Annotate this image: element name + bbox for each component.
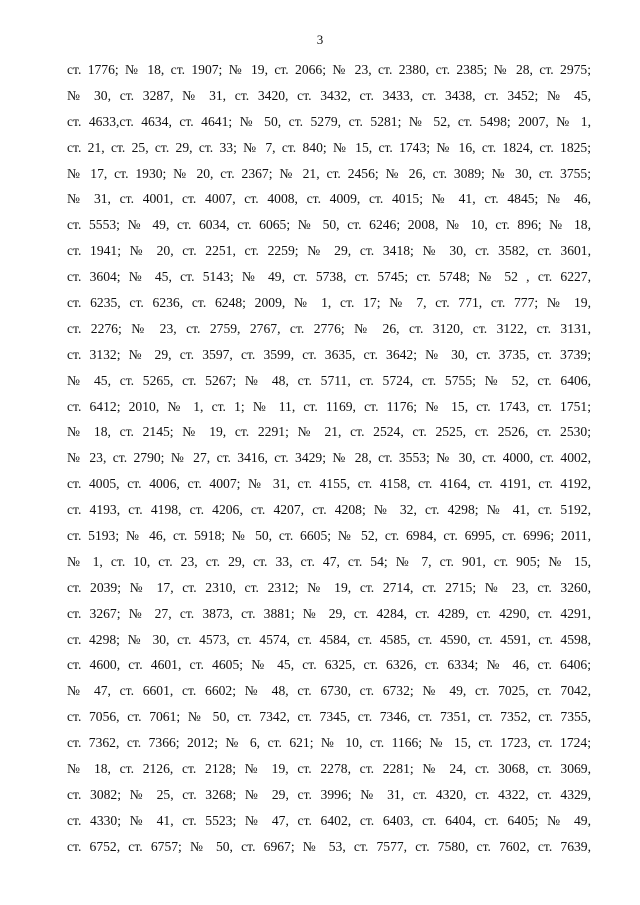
text-line: ст. 1941; № 20, ст. 2251, ст. 2259; № 29, ст. 3418; № 30, ст. 3582, ст. 3601, — [67, 243, 591, 259]
text-line: ст. 3267; № 27, ст. 3873, ст. 3881; № 29, ст. 4284, ст. 4289, ст. 4290, ст. 4291, — [67, 605, 591, 621]
page-number: 3 — [316, 32, 324, 47]
text-line: ст. 5193; № 46, ст. 5918; № 50, ст. 6605; № 52, ст. 6984, ст. 6995, ст. 6996; 2011, — [67, 528, 591, 544]
text-line: ст. 3604; № 45, ст. 5143; № 49, ст. 5738, ст. 5745; ст. 5748; № 52 , ст. 6227, — [67, 269, 591, 285]
text-line: ст. 4330; № 41, ст. 5523; № 47, ст. 6402, ст. 6403, ст. 6404, ст. 6405; № 49, — [67, 812, 591, 828]
text-line: ст. 6752, ст. 6757; № 50, ст. 6967; № 53, ст. 7577, ст. 7580, ст. 7602, ст. 7639, — [67, 838, 591, 854]
text-line: ст. 2039; № 17, ст. 2310, ст. 2312; № 19, ст. 2714, ст. 2715; № 23, ст. 3260, — [67, 579, 591, 595]
text-line: ст. 7362, ст. 7366; 2012; № 6, ст. 621; № 10, ст. 1166; № 15, ст. 1723, ст. 1724; — [67, 735, 591, 751]
text-line: ст. 6412; 2010, № 1, ст. 1; № 11, ст. 1169, ст. 1176; № 15, ст. 1743, ст. 1751; — [67, 398, 591, 414]
text-line: ст. 3082; № 25, ст. 3268; № 29, ст. 3996; № 31, ст. 4320, ст. 4322, ст. 4329, — [67, 786, 591, 802]
text-line: № 17, ст. 1930; № 20, ст. 2367; № 21, ст. 2456; № 26, ст. 3089; № 30, ст. 3755; — [67, 165, 591, 181]
text-line: ст. 4633,ст. 4634, ст. 4641; № 50, ст. 5279, ст. 5281; № 52, ст. 5498; 2007, № 1, — [67, 113, 591, 129]
text-line: ст. 21, ст. 25, ст. 29, ст. 33; № 7, ст. 840; № 15, ст. 1743; № 16, ст. 1824, ст. 1825; — [67, 139, 591, 155]
text-line: № 45, ст. 5265, ст. 5267; № 48, ст. 5711, ст. 5724, ст. 5755; № 52, ст. 6406, — [67, 372, 591, 388]
text-line: № 30, ст. 3287, № 31, ст. 3420, ст. 3432, ст. 3433, ст. 3438, ст. 3452; № 45, — [67, 87, 591, 103]
citation-text-block — [67, 60, 591, 863]
text-line: № 31, ст. 4001, ст. 4007, ст. 4008, ст. 4009, ст. 4015; № 41, ст. 4845; № 46, — [67, 191, 591, 207]
text-line: ст. 4600, ст. 4601, ст. 4605; № 45, ст. 6325, ст. 6326, ст. 6334; № 46, ст. 6406; — [67, 657, 591, 673]
text-line: ст. 6235, ст. 6236, ст. 6248; 2009, № 1, ст. 17; № 7, ст. 771, ст. 777; № 19, — [67, 295, 591, 311]
text-line: ст. 4005, ст. 4006, ст. 4007; № 31, ст. 4155, ст. 4158, ст. 4164, ст. 4191, ст. 4192, — [67, 476, 591, 492]
text-line: № 47, ст. 6601, ст. 6602; № 48, ст. 6730, ст. 6732; № 49, ст. 7025, ст. 7042, — [67, 683, 591, 699]
text-line: № 18, ст. 2126, ст. 2128; № 19, ст. 2278, ст. 2281; № 24, ст. 3068, ст. 3069, — [67, 761, 591, 777]
text-line: ст. 3132; № 29, ст. 3597, ст. 3599, ст. 3635, ст. 3642; № 30, ст. 3735, ст. 3739; — [67, 346, 591, 362]
text-line: ст. 5553; № 49, ст. 6034, ст. 6065; № 50, ст. 6246; 2008, № 10, ст. 896; № 18, — [67, 217, 591, 233]
text-line: № 1, ст. 10, ст. 23, ст. 29, ст. 33, ст. 47, ст. 54; № 7, ст. 901, ст. 905; № 15, — [67, 553, 591, 569]
text-line: № 18, ст. 2145; № 19, ст. 2291; № 21, ст. 2524, ст. 2525, ст. 2526, ст. 2530; — [67, 424, 591, 440]
text-line: ст. 4298; № 30, ст. 4573, ст. 4574, ст. 4584, ст. 4585, ст. 4590, ст. 4591, ст. 4598, — [67, 631, 591, 647]
text-line: ст. 4193, ст. 4198, ст. 4206, ст. 4207, ст. 4208; № 32, ст. 4298; № 41, ст. 5192, — [67, 502, 591, 518]
text-line: № 23, ст. 2790; № 27, ст. 3416, ст. 3429; № 28, ст. 3553; № 30, ст. 4000, ст. 4002, — [67, 450, 591, 466]
text-line: ст. 7056, ст. 7061; № 50, ст. 7342, ст. 7345, ст. 7346, ст. 7351, ст. 7352, ст. 7355, — [67, 709, 591, 725]
text-line: ст. 1776; № 18, ст. 1907; № 19, ст. 2066; № 23, ст. 2380, ст. 2385; № 28, ст. 2975; — [67, 62, 591, 77]
text-line: ст. 2276; № 23, ст. 2759, 2767, ст. 2776; № 26, ст. 3120, ст. 3122, ст. 3131, — [67, 320, 591, 336]
